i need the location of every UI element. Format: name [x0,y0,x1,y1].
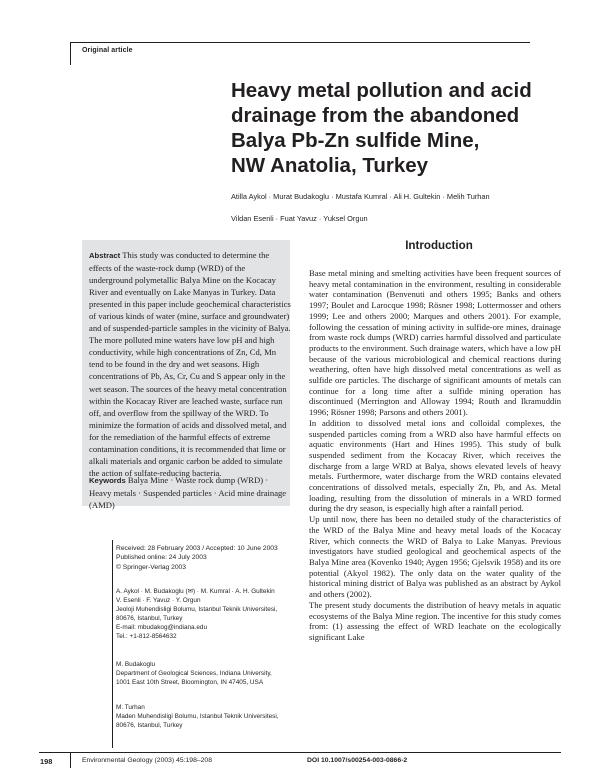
affiliation-line: 1001 East 10th Street, Bloomington, IN 47405, USA [116,679,264,686]
author-list [231,186,561,230]
header-tag-rule [70,42,71,65]
received-line: Published online: 24 July 2003 [116,554,207,562]
affiliation-line: M. Budakoglu [116,661,156,668]
received-line: Received: 28 February 2003 / Accepted: 10 June 2003 [116,545,278,552]
section-heading: Introduction [405,239,473,252]
footer-rule [39,752,561,753]
article-title [231,78,561,178]
header-rule [70,42,530,43]
introduction-body [309,268,561,643]
title-line: drainage from the abandoned [231,104,520,127]
affiliation-line: Jeoloji Muhendisligi Bolumu, Istanbul Teknik Universitesi, [116,606,278,613]
footer-divider [70,752,71,768]
affiliation-line: 80676, Istanbul, Turkey [116,615,183,622]
affiliation-rule [112,540,113,748]
title-line: Heavy metal pollution and acid [231,79,532,102]
affiliation-line: Department of Geological Sciences, Indiana University, [116,670,272,677]
title-line: Balya Pb-Zn sulfide Mine, [231,129,480,152]
author-line: Atilla Aykol · Murat Budakoglu · Mustafa Kumral · Ali H. Gultekin · Melih Turhan [231,192,490,201]
doi: DOI 10.1007/s00254-003-0866-2 [307,757,408,764]
affiliation-line: M. Turhan [116,704,145,711]
phone-line: Tel.: +1-812-8564632 [116,633,177,640]
paragraph: The present study documents the distribution of heavy metals in aquatic ecosystems of the Balya Mine region. The incentive for this study comes from: (1) assessing the effect of WRD leachate on the ecologically significant Lake [309,599,561,642]
paragraph: In addition to dissolved metal ions and colloidal complexes, the suspended particles coming from a WRD also have harmful effects on aquatic environments (Hart and Hines 1995). This study of bulk suspended sediment from the Kocacay River, which receives the discharge from a large WRD at Balya, shows elevated levels of heavy metals. Furthermore, water discharge from the WRD contains elevated concentrations of dissolved metals, especially Zn, Pb, and As. Metal loading, resulting from the dissolution of minerals in a WRD formed during the dry season, is especially high after a rainfall period. [309,417,561,514]
page-number: 198 [40,757,53,766]
affiliation-line: Maden Muhendisligi Bolumu, Istanbul Teknik Universitesi, [116,713,279,720]
affiliation-block [116,587,316,641]
affiliation-line: A. Aykol · M. Budakoglu (✉) · M. Kumral · A. H. Gultekin [116,588,275,595]
abstract [89,249,291,479]
keywords [89,474,291,511]
received-line: © Springer-Verlag 2003 [116,563,186,571]
affiliation-line: 80676, Istanbul, Turkey [116,722,183,729]
email-line: E-mail: mbudakog@indiana.edu [116,624,208,631]
paragraph: Base metal mining and smelting activities have been frequent sources of heavy metal contamination in the environment, resulting in considerable water contamination (Benvenuti and others 1995; Banks and others 1997; Boulet and Larocque 1998; Rösner 1998; Lottermosser and others 1999; Lee and others 2000; Marques and others 2001). For example, following the cessation of mining activity in sulfide-ore mines, drainage from waste rock dumps (WRD) carries harmful dissolved and particulate products to the environment. Such drainage waters, which have a low pH because of the various microbiological and chemical reactions during weathering, often have high dissolved metal concentrations as well as sulfide ore particles. The discharge of significant amounts of metals can continue for a long time after a sulfide mining operation has discontinued (Merrington and Alloway 1994; Routh and Ikramuddin 1996; Rösner 1998; Parsons and others 2001). [309,268,561,418]
title-line: NW Anatolia, Turkey [231,154,429,177]
keywords-text: Balya Mine · Waste rock dump (WRD) · Heavy metals · Suspended particles · Acid mine drainage (AMD) [89,475,287,511]
abstract-text: This study was conducted to determine the effects of the waste-rock dump (WRD) of the underground polymetallic Balya Mine on the Kocacay River and eventually on Lake Manyas in Turkey. Data presented in this paper include geochemical characteristics of various kinds of water (mine, surface and groundwater) and of suspended-particle samples in the vicinity of Balya. The more polluted mine waters have low pH and high conductivity, while high concentrations of Zn, Cd, Mn tend to be found in the dry and wet seasons. High concentrations of Pb, As, Cr, Cu and S appear only in the wet season. The sources of the heavy metal concentration within the Kocacay River are leached waste, surface run off, and overflow from the spillway of the WRD. To minimize the formation of acids and dissolved metal, and for the remediation of the harmful effects of extreme contamination conditions, it is recommended that lime or alkali materials and organic carbon be added to simulate the action of sulfate-reducing bacteria. [89,250,291,478]
abstract-label: Abstract [89,251,121,260]
received-dates [116,544,316,572]
affiliation-line: V. Esenli · F. Yavuz · Y. Orgun [116,597,201,604]
affiliation-block [116,703,316,730]
keywords-label: Keywords [89,476,126,485]
journal-citation: Environmental Geology (2003) 45:198–208 [82,757,212,764]
affiliation-block [116,660,316,687]
author-line: Vildan Esenli · Fuat Yavuz · Yuksel Orgun [231,214,368,223]
article-type-label: Original article [82,47,133,54]
paragraph: Up until now, there has been no detailed study of the characteristics of the WRD of the Balya Mine and heavy metal loads of the Kocacay River, which connects the WRD of Balya to Lake Manyas. Previous investigators have studied geological and geochemical aspects of the Balya Mine area (Kovenko 1940; Aygen 1956; Gjelsvik 1958) and its ore potential (Akyol 1982). The only data on the water quality of the historical mining district of Balya was published as an abstract by Aykol and others (2002). [309,514,561,600]
introduction-section [309,239,561,252]
